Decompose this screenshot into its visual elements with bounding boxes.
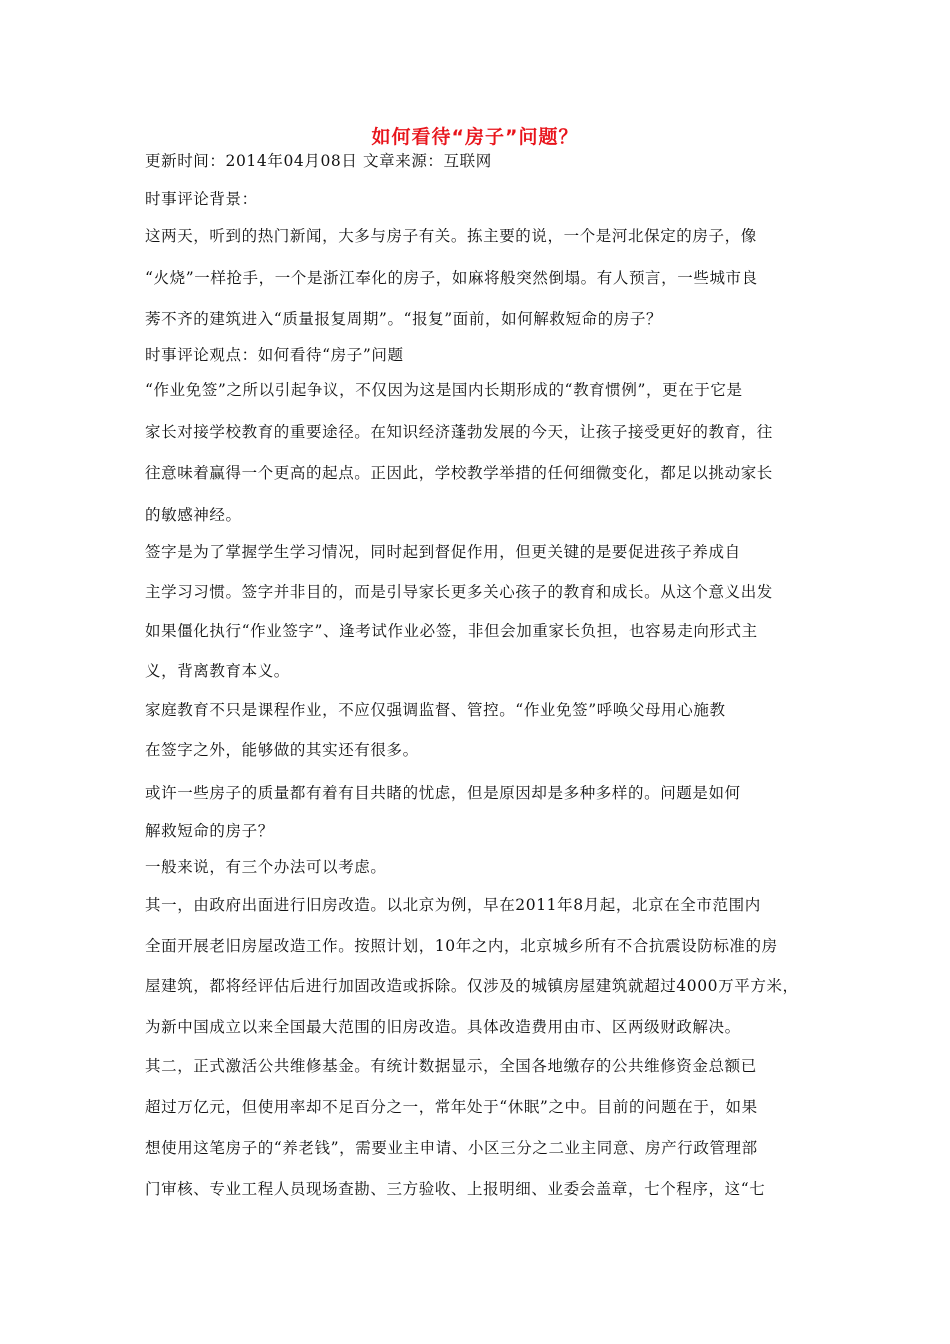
background-line-3: 莠不齐的建筑进入“质量报复周期”。“报复”面前，如何解救短命的房子？ bbox=[145, 310, 663, 328]
paragraph-1-line-2: 家长对接学校教育的重要途径。在知识经济蓬勃发展的今天，让孩子接受更好的教育，往 bbox=[145, 423, 773, 441]
paragraph-1-line-1: “作业免签”之所以引起争议，不仅因为这是国内长期形成的“教育惯例”，更在于它是 bbox=[145, 381, 743, 399]
paragraph-6-line-3: 屋建筑，都将经评估后进行加固改造或拆除。仅涉及的城镇房屋建筑就超过4000万平方米， bbox=[145, 977, 799, 995]
background-heading: 时事评论背景： bbox=[145, 190, 258, 208]
paragraph-3-line-2: 在签字之外，能够做的其实还有很多。 bbox=[145, 741, 419, 759]
paragraph-2-line-2: 主学习习惯。签字并非目的，而是引导家长更多关心孩子的教育和成长。从这个意义出发 bbox=[145, 583, 773, 601]
paragraph-6-line-4: 为新中国成立以来全国最大范围的旧房改造。具体改造费用由市、区两级财政解决。 bbox=[145, 1018, 741, 1036]
paragraph-2-line-4: 义，背离教育本义。 bbox=[145, 662, 290, 680]
paragraph-4-line-2: 解救短命的房子？ bbox=[145, 822, 274, 840]
paragraph-6-line-2: 全面开展老旧房屋改造工作。按照计划，10年之内，北京城乡所有不合抗震设防标准的房 bbox=[145, 937, 778, 955]
paragraph-2-line-3: 如果僵化执行“作业签字”、逢考试作业必签，非但会加重家长负担，也容易走向形式主 bbox=[145, 622, 758, 640]
paragraph-5-line: 一般来说，有三个办法可以考虑。 bbox=[145, 858, 387, 876]
paragraph-7-line-4: 门审核、专业工程人员现场查勘、三方验收、上报明细、业委会盖章，七个程序，这“七 bbox=[145, 1180, 766, 1198]
article-meta: 更新时间：2014年04月08日 文章来源：互联网 bbox=[145, 152, 492, 170]
background-line-2: “火烧”一样抢手，一个是浙江奉化的房子，如麻将般突然倒塌。有人预言，一些城市良 bbox=[145, 269, 758, 287]
paragraph-7-line-2: 超过万亿元，但使用率却不足百分之一，常年处于“休眠”之中。目前的问题在于，如果 bbox=[145, 1098, 758, 1116]
paragraph-7-line-3: 想使用这笔房子的“养老钱”，需要业主申请、小区三分之二业主同意、房产行政管理部 bbox=[145, 1139, 758, 1157]
paragraph-3-line-1: 家庭教育不只是课程作业，不应仅强调监督、管控。“作业免签”呼唤父母用心施教 bbox=[145, 701, 726, 719]
paragraph-1-line-3: 往意味着赢得一个更高的起点。正因此，学校教学举措的任何细微变化，都足以挑动家长 bbox=[145, 464, 773, 482]
background-line-1: 这两天，听到的热门新闻，大多与房子有关。拣主要的说，一个是河北保定的房子，像 bbox=[145, 227, 757, 245]
paragraph-4-line-1: 或许一些房子的质量都有着有目共睹的忧虑，但是原因却是多种多样的。问题是如何 bbox=[145, 784, 741, 802]
paragraph-2-line-1: 签字是为了掌握学生学习情况，同时起到督促作用，但更关键的是要促进孩子养成自 bbox=[145, 543, 741, 561]
article-title: 如何看待“房子”问题？ bbox=[371, 126, 579, 148]
paragraph-7-line-1: 其二，正式激活公共维修基金。有统计数据显示，全国各地缴存的公共维修资金总额已 bbox=[145, 1057, 757, 1075]
viewpoint-heading: 时事评论观点：如何看待“房子”问题 bbox=[145, 346, 404, 364]
paragraph-6-line-1: 其一，由政府出面进行旧房改造。以北京为例，早在2011年8月起，北京在全市范围内 bbox=[145, 896, 761, 914]
paragraph-1-line-4: 的敏感神经。 bbox=[145, 506, 242, 524]
